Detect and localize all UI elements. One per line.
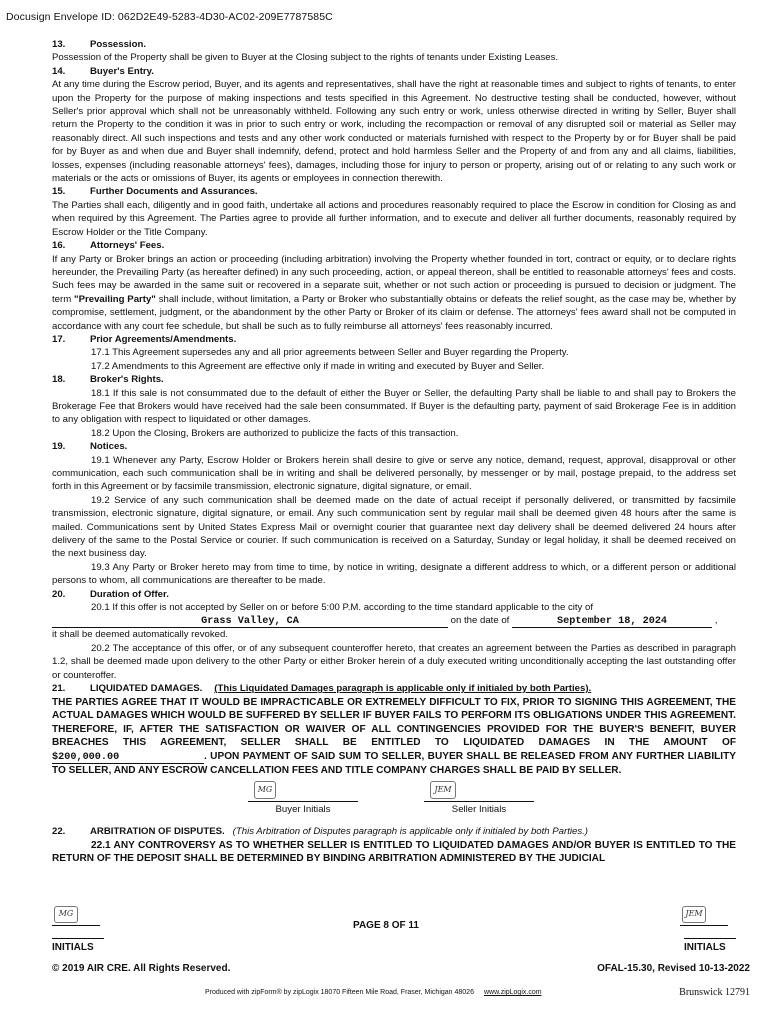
section-20-1: 20.1 If this offer is not accepted by Seller on or before 5:00 P.M. according to the time standard applicable to the city of: [91, 602, 594, 614]
section-20-1-fill-row: Grass Valley, CA on the date of September 18, 2024 ,: [52, 614, 736, 628]
offer-date-field[interactable]: September 18, 2024: [512, 616, 712, 628]
liquidated-amount-field[interactable]: $200,000.00: [52, 752, 204, 764]
copyright: © 2019 AIR CRE. All Rights Reserved.: [52, 963, 231, 974]
section-22-heading: 22. ARBITRATION OF DISPUTES. (This Arbitration of Disputes paragraph is applicable only if initialed by both Parties.): [52, 826, 588, 838]
section-21-heading: 21. LIQUIDATED DAMAGES. (This Liquidated Damages paragraph is applicable only if initialed by both Parties).: [52, 683, 592, 695]
section-19-1: 19.1 Whenever any Party, Escrow Holder or Brokers herein shall desire to give or serve any notice, demand, request, approval, disapproval or other communication, each such communication shall be in writing and shall be delivered personally, by messenger or by mail, postage prepaid, to the address set forth in this Agreement or by facsimile transmission, electronic signature, digital signature, or email.: [52, 454, 736, 493]
section-13-body: Possession of the Property shall be given to Buyer at the Closing subject to the rights of tenants under Existing Leases.: [52, 52, 559, 64]
section-14-body: At any time during the Escrow period, Buyer, and its agents and representatives, shall have the right at reasonable times and subject to rights of tenants, to enter upon the Property for the purpose of making inspections and tests specified in this Agreement. No destructive testing shall be conducted, however, without Seller's prior approval which shall not be unreasonably withheld. Following any such entry or work, unless otherwise directed in writing by Seller, Buyer shall return the Property to the condition it was in prior to such entry or work, including the recompaction or removal of any disrupted soil or material as Seller may reasonably direct. All such inspections and tests and any other work conducted or materials furnished with respect to the Property by or for Buyer shall be paid for by Buyer as and when due and Buyer shall indemnify, defend, protect and hold harmless Seller and the Property of and from any and all claims, liabilities, losses, expenses (including reasonable attorneys' fees), damages, including those for injury to person or property, arising out of or relating to any such work or materials or the acts or omissions of Buyer, its agents or employees in connection therewith.: [52, 79, 736, 185]
footer-left-initials[interactable]: MG: [52, 905, 100, 926]
section-19-2: 19.2 Service of any such communication shall be deemed made on the date of actual receipt if personally delivered, or transmitted by facsimile transmission, electronic signature, digital signature, or email. Any such communication sent by regular mail shall be deemed given 48 hours after the same is mailed. Communications sent by United States Express Mail or overnight courier that guarantee next day delivery shall be deemed delivered 24 hours after delivery of the same to the Postal Service or courier. If such communication is received on a Saturday, Sunday or legal holiday, it shall be deemed received on the next business day.: [52, 494, 736, 560]
section-18-1: 18.1 If this sale is not consummated due to the default of either the Buyer or Seller, the defaulting Party shall be liable to and shall pay to Brokers the Brokerage Fee that Brokers would have received had the sale been consummated. If Buyer is the defaulting party, payment of said Brokerage Fee is in addition to any obligation with respect to liquidated or other damages.: [52, 387, 736, 426]
footer-left-rule: [52, 938, 104, 939]
section-15-body: The Parties shall each, diligently and in good faith, undertake all actions and procedures reasonably required to place the Escrow in condition for Closing as and when required by this Agreement. The Parties agree to provide all further information, and to execute and deliver all further documents, reasonably required by Escrow Holder or the Title Company.: [52, 199, 736, 238]
buyer-initials-signature: MG: [254, 781, 276, 799]
section-16-heading: 16. Attorneys' Fees.: [52, 240, 165, 252]
section-19-heading: 19. Notices.: [52, 441, 128, 453]
liquidated-damages-text: THE PARTIES AGREE THAT IT WOULD BE IMPRACTICABLE OR EXTREMELY DIFFICULT TO FIX, PRIOR TO SIGNING THIS AGREEMENT, THE ACTUAL DAMAGES WHICH WOULD BE SUFFERED BY SELLER IF BUYER FAILS TO PERFORM ITS OBLIGATIONS UNDER THIS AGREEMENT. THEREFORE, IF, AFTER THE SATISFACTION OR WAIVER OF ALL CONTINGENCIES PROVIDED FOR THE BUYER'S BENEFIT, BUYER BREACHES THIS AGREEMENT, SELLER SHALL BE ENTITLED TO LIQUIDATED DAMAGES IN THE AMOUNT OF $200,000.00 . UPON PAYMENT OF SAID SUM TO SELLER, BUYER SHALL BE RELEASED FROM ANY FURTHER LIABILITY TO SELLER, AND ANY ESCROW CANCELLATION FEES AND TITLE COMPANY CHARGES SHALL BE PAID BY SELLER.: [52, 696, 736, 776]
section-13-heading: 13. Possession.: [52, 39, 146, 50]
produced-with: Produced with zipForm® by zipLogix 18070 Fifteen Mile Road, Fraser, Michigan 48026 www.zipLogix.com: [205, 989, 542, 996]
section-17-1: 17.1 This Agreement supersedes any and all prior agreements between Seller and Buyer regarding the Property.: [91, 347, 569, 359]
section-18-heading: 18. Broker's Rights.: [52, 374, 164, 386]
section-20-2: 20.2 The acceptance of this offer, or of any subsequent counteroffer hereto, that creates an agreement between the Parties as described in paragraph 1.2, shall be deemed made upon delivery to the other Party or either Broker herein of a duly executed writing unconditionally accepting the last outstanding offer or counteroffer.: [52, 642, 736, 681]
section-14-heading: 14. Buyer's Entry.: [52, 65, 154, 77]
section-19-3: 19.3 Any Party or Broker hereto may from time to time, by notice in writing, designate a different address to which, or a different person or additional persons to whom, all communications are thereafter to be made.: [52, 561, 736, 587]
document-body: [52, 38, 736, 866]
section-15-heading: 15. Further Documents and Assurances.: [52, 186, 258, 198]
prevailing-party-term: "Prevailing Party": [74, 293, 156, 305]
seller-initials-signature: JEM: [430, 781, 456, 799]
file-reference: Brunswick 12791: [679, 987, 750, 998]
buyer-initials-label: Buyer Initials: [275, 804, 331, 816]
section-20-heading: 20. Duration of Offer.: [52, 588, 169, 600]
form-id: OFAL-15.30, Revised 10-13-2022: [597, 963, 750, 974]
seller-initials-label: Seller Initials: [451, 804, 507, 816]
section-16-body: If any Party or Broker brings an action or proceeding (including arbitration) involving the Property whether founded in tort, contract or equity, or to declare rights hereunder, the Prevailing Party (as hereafter defined) in any such proceeding, action, or appeal thereon, shall be entitled to reasonable attorneys' fees and costs. Such fees may be awarded in the same suit or recovered in a separate suit, whether or not such action or proceeding is pursued to decision or judgment. The term "Prevailing Party" shall include, without limitation, a Party or Broker who substantially obtains or defeats the relief sought, as the case may be, whether by compromise, settlement, judgment, or the abandonment by the other Party or Broker of its claim or defense. The attorneys' fees award shall not be computed in accordance with any court fee schedule, but shall be such as to fully reimburse all attorneys' fees reasonably incurred.: [52, 253, 736, 332]
buyer-initials-box[interactable]: [248, 779, 358, 816]
footer-right-initials[interactable]: JEM: [680, 905, 728, 926]
seller-initials-box[interactable]: [424, 779, 534, 816]
section-22-1: 22.1 ANY CONTROVERSY AS TO WHETHER SELLER IS ENTITLED TO LIQUIDATED DAMAGES AND/OR BUYER IS ENTITLED TO THE RETURN OF THE DEPOSIT SHALL BE DETERMINED BY BINDING ARBITRATION ADMINISTERED BY THE JUDICIAL: [52, 839, 736, 865]
liquidated-damages-initials: [52, 777, 736, 819]
footer-initials-label-left: INITIALS: [52, 942, 94, 953]
city-field[interactable]: Grass Valley, CA: [52, 616, 448, 628]
page-number: PAGE 8 OF 11: [353, 920, 419, 931]
section-17-heading: 17. Prior Agreements/Amendments.: [52, 333, 237, 345]
envelope-id: Docusign Envelope ID: 062D2E49-5283-4D30-AC02-209E7787585C: [6, 11, 333, 23]
section-18-2: 18.2 Upon the Closing, Brokers are authorized to publicize the facts of this transaction.: [91, 427, 459, 439]
ziplogix-link[interactable]: www.zipLogix.com: [483, 989, 542, 996]
section-17-2: 17.2 Amendments to this Agreement are effective only if made in writing and executed by Buyer and Seller.: [91, 360, 545, 372]
footer-initials-label-right: INITIALS: [684, 942, 726, 953]
section-20-1-end: it shall be deemed automatically revoked.: [52, 629, 228, 641]
footer-right-rule: [684, 938, 736, 939]
